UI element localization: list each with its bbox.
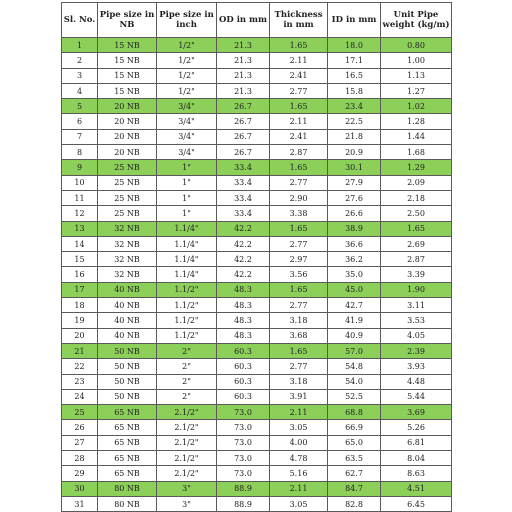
cell-od-mm: 88.9	[217, 481, 270, 496]
cell-pipe-size-nb: 40 NB	[98, 282, 157, 297]
cell-unit-weight: 6.81	[381, 435, 452, 450]
table-row	[62, 282, 452, 297]
cell-sl-no: 16	[62, 267, 98, 282]
cell-od-mm: 21.3	[217, 68, 270, 83]
cell-unit-weight: 1.02	[381, 99, 452, 114]
cell-od-mm: 73.0	[217, 435, 270, 450]
cell-unit-weight: 3.93	[381, 359, 452, 374]
cell-pipe-size-nb: 65 NB	[98, 466, 157, 481]
header-pipe-size-nb: Pipe size in NB	[98, 3, 157, 38]
header-od-mm: OD in mm	[217, 3, 270, 38]
table-row	[62, 496, 452, 511]
cell-pipe-size-nb: 65 NB	[98, 435, 157, 450]
cell-unit-weight: 3.11	[381, 298, 452, 313]
cell-sl-no: 20	[62, 328, 98, 343]
cell-pipe-size-inch: 2.1/2"	[157, 466, 217, 481]
cell-sl-no: 31	[62, 496, 98, 511]
cell-pipe-size-inch: 2.1/2"	[157, 405, 217, 420]
cell-pipe-size-inch: 2"	[157, 374, 217, 389]
table-row	[62, 267, 452, 282]
cell-od-mm: 60.3	[217, 389, 270, 404]
cell-unit-weight: 8.63	[381, 466, 452, 481]
table-row	[62, 343, 452, 358]
cell-sl-no: 25	[62, 405, 98, 420]
cell-thickness-mm: 4.00	[270, 435, 328, 450]
cell-id-mm: 36.2	[328, 252, 381, 267]
table-row	[62, 129, 452, 144]
cell-unit-weight: 1.65	[381, 221, 452, 236]
header-unit-weight: Unit Pipe weight (kg/m)	[381, 3, 452, 38]
table-row	[62, 221, 452, 236]
cell-unit-weight: 2.87	[381, 252, 452, 267]
cell-id-mm: 22.5	[328, 114, 381, 129]
cell-sl-no: 12	[62, 206, 98, 221]
cell-pipe-size-inch: 3"	[157, 481, 217, 496]
cell-unit-weight: 5.26	[381, 420, 452, 435]
cell-thickness-mm: 2.87	[270, 145, 328, 160]
cell-unit-weight: 1.44	[381, 129, 452, 144]
cell-id-mm: 82.8	[328, 496, 381, 511]
cell-id-mm: 65.0	[328, 435, 381, 450]
cell-pipe-size-nb: 65 NB	[98, 420, 157, 435]
cell-pipe-size-inch: 2"	[157, 389, 217, 404]
cell-thickness-mm: 2.77	[270, 175, 328, 190]
cell-pipe-size-nb: 32 NB	[98, 221, 157, 236]
cell-pipe-size-inch: 2.1/2"	[157, 435, 217, 450]
header-pipe-size-inch: Pipe size in inch	[157, 3, 217, 38]
cell-id-mm: 42.7	[328, 298, 381, 313]
cell-od-mm: 21.3	[217, 53, 270, 68]
cell-pipe-size-inch: 1.1/2"	[157, 328, 217, 343]
cell-unit-weight: 4.51	[381, 481, 452, 496]
cell-thickness-mm: 2.77	[270, 83, 328, 98]
cell-sl-no: 5	[62, 99, 98, 114]
cell-pipe-size-nb: 25 NB	[98, 175, 157, 190]
cell-sl-no: 11	[62, 190, 98, 205]
table-row	[62, 114, 452, 129]
cell-sl-no: 10	[62, 175, 98, 190]
cell-unit-weight: 4.48	[381, 374, 452, 389]
header-id-mm: ID in mm	[328, 3, 381, 38]
cell-unit-weight: 8.04	[381, 451, 452, 466]
cell-pipe-size-nb: 32 NB	[98, 267, 157, 282]
cell-pipe-size-inch: 3/4"	[157, 99, 217, 114]
cell-thickness-mm: 1.65	[270, 160, 328, 175]
cell-id-mm: 54.8	[328, 359, 381, 374]
cell-pipe-size-inch: 1"	[157, 190, 217, 205]
cell-id-mm: 52.5	[328, 389, 381, 404]
cell-od-mm: 26.7	[217, 114, 270, 129]
table-row	[62, 206, 452, 221]
cell-thickness-mm: 3.56	[270, 267, 328, 282]
cell-unit-weight: 1.13	[381, 68, 452, 83]
cell-thickness-mm: 2.11	[270, 405, 328, 420]
cell-od-mm: 73.0	[217, 466, 270, 481]
cell-sl-no: 21	[62, 343, 98, 358]
cell-sl-no: 15	[62, 252, 98, 267]
cell-pipe-size-inch: 1"	[157, 206, 217, 221]
cell-thickness-mm: 1.65	[270, 343, 328, 358]
cell-id-mm: 18.0	[328, 38, 381, 53]
cell-pipe-size-nb: 20 NB	[98, 99, 157, 114]
cell-pipe-size-nb: 40 NB	[98, 313, 157, 328]
cell-thickness-mm: 3.38	[270, 206, 328, 221]
cell-id-mm: 17.1	[328, 53, 381, 68]
cell-thickness-mm: 3.05	[270, 420, 328, 435]
cell-pipe-size-nb: 80 NB	[98, 496, 157, 511]
cell-id-mm: 35.0	[328, 267, 381, 282]
cell-unit-weight: 3.69	[381, 405, 452, 420]
cell-pipe-size-nb: 20 NB	[98, 145, 157, 160]
cell-od-mm: 48.3	[217, 328, 270, 343]
cell-pipe-size-inch: 3/4"	[157, 129, 217, 144]
cell-od-mm: 60.3	[217, 343, 270, 358]
cell-od-mm: 48.3	[217, 282, 270, 297]
cell-sl-no: 8	[62, 145, 98, 160]
cell-od-mm: 73.0	[217, 420, 270, 435]
cell-thickness-mm: 1.65	[270, 99, 328, 114]
cell-sl-no: 22	[62, 359, 98, 374]
cell-pipe-size-nb: 15 NB	[98, 68, 157, 83]
table-row	[62, 190, 452, 205]
cell-sl-no: 23	[62, 374, 98, 389]
cell-pipe-size-inch: 1.1/4"	[157, 252, 217, 267]
cell-id-mm: 40.9	[328, 328, 381, 343]
cell-sl-no: 26	[62, 420, 98, 435]
cell-unit-weight: 1.28	[381, 114, 452, 129]
table-row	[62, 252, 452, 267]
cell-pipe-size-inch: 1.1/2"	[157, 282, 217, 297]
cell-pipe-size-nb: 50 NB	[98, 374, 157, 389]
cell-od-mm: 73.0	[217, 451, 270, 466]
cell-unit-weight: 5.44	[381, 389, 452, 404]
cell-od-mm: 26.7	[217, 99, 270, 114]
cell-pipe-size-inch: 1.1/4"	[157, 221, 217, 236]
cell-thickness-mm: 3.18	[270, 313, 328, 328]
table-row	[62, 236, 452, 251]
cell-pipe-size-nb: 65 NB	[98, 405, 157, 420]
cell-od-mm: 42.2	[217, 236, 270, 251]
cell-pipe-size-nb: 50 NB	[98, 389, 157, 404]
cell-thickness-mm: 2.11	[270, 114, 328, 129]
table-row	[62, 405, 452, 420]
cell-od-mm: 88.9	[217, 496, 270, 511]
cell-id-mm: 84.7	[328, 481, 381, 496]
cell-pipe-size-inch: 2"	[157, 359, 217, 374]
cell-thickness-mm: 5.16	[270, 466, 328, 481]
cell-unit-weight: 4.05	[381, 328, 452, 343]
cell-sl-no: 1	[62, 38, 98, 53]
table-row	[62, 359, 452, 374]
cell-id-mm: 26.6	[328, 206, 381, 221]
cell-id-mm: 41.9	[328, 313, 381, 328]
table-row	[62, 374, 452, 389]
cell-pipe-size-nb: 25 NB	[98, 160, 157, 175]
cell-unit-weight: 1.27	[381, 83, 452, 98]
cell-pipe-size-nb: 50 NB	[98, 343, 157, 358]
cell-od-mm: 42.2	[217, 267, 270, 282]
cell-sl-no: 3	[62, 68, 98, 83]
cell-unit-weight: 2.18	[381, 190, 452, 205]
cell-thickness-mm: 3.18	[270, 374, 328, 389]
cell-od-mm: 33.4	[217, 175, 270, 190]
cell-pipe-size-inch: 2.1/2"	[157, 451, 217, 466]
cell-pipe-size-nb: 20 NB	[98, 114, 157, 129]
cell-pipe-size-nb: 40 NB	[98, 298, 157, 313]
table-header	[62, 3, 452, 38]
cell-id-mm: 30.1	[328, 160, 381, 175]
cell-pipe-size-inch: 3/4"	[157, 145, 217, 160]
cell-pipe-size-inch: 1"	[157, 160, 217, 175]
cell-thickness-mm: 3.91	[270, 389, 328, 404]
cell-thickness-mm: 2.11	[270, 53, 328, 68]
cell-sl-no: 28	[62, 451, 98, 466]
cell-sl-no: 2	[62, 53, 98, 68]
table-body	[62, 38, 452, 512]
cell-thickness-mm: 2.41	[270, 68, 328, 83]
cell-id-mm: 68.8	[328, 405, 381, 420]
table-row	[62, 175, 452, 190]
cell-pipe-size-nb: 32 NB	[98, 236, 157, 251]
cell-sl-no: 18	[62, 298, 98, 313]
cell-thickness-mm: 3.68	[270, 328, 328, 343]
cell-pipe-size-nb: 25 NB	[98, 206, 157, 221]
cell-pipe-size-inch: 3"	[157, 496, 217, 511]
cell-pipe-size-nb: 40 NB	[98, 328, 157, 343]
table-row	[62, 298, 452, 313]
cell-pipe-size-inch: 3/4"	[157, 114, 217, 129]
cell-thickness-mm: 3.05	[270, 496, 328, 511]
table-row	[62, 328, 452, 343]
table-row	[62, 83, 452, 98]
cell-od-mm: 60.3	[217, 374, 270, 389]
cell-od-mm: 21.3	[217, 38, 270, 53]
cell-unit-weight: 1.68	[381, 145, 452, 160]
cell-od-mm: 48.3	[217, 298, 270, 313]
cell-id-mm: 16.5	[328, 68, 381, 83]
cell-id-mm: 21.8	[328, 129, 381, 144]
cell-pipe-size-nb: 20 NB	[98, 129, 157, 144]
cell-sl-no: 9	[62, 160, 98, 175]
cell-thickness-mm: 2.90	[270, 190, 328, 205]
cell-thickness-mm: 1.65	[270, 38, 328, 53]
cell-unit-weight: 2.39	[381, 343, 452, 358]
cell-sl-no: 17	[62, 282, 98, 297]
cell-id-mm: 66.9	[328, 420, 381, 435]
cell-thickness-mm: 2.77	[270, 236, 328, 251]
table-row	[62, 481, 452, 496]
cell-od-mm: 21.3	[217, 83, 270, 98]
cell-sl-no: 27	[62, 435, 98, 450]
cell-unit-weight: 0.80	[381, 38, 452, 53]
cell-pipe-size-nb: 65 NB	[98, 451, 157, 466]
cell-thickness-mm: 1.65	[270, 282, 328, 297]
cell-pipe-size-inch: 2.1/2"	[157, 420, 217, 435]
table-row	[62, 38, 452, 53]
cell-pipe-size-inch: 1.1/4"	[157, 236, 217, 251]
cell-sl-no: 29	[62, 466, 98, 481]
cell-unit-weight: 1.00	[381, 53, 452, 68]
cell-sl-no: 4	[62, 83, 98, 98]
cell-sl-no: 14	[62, 236, 98, 251]
cell-unit-weight: 1.29	[381, 160, 452, 175]
cell-id-mm: 62.7	[328, 466, 381, 481]
cell-sl-no: 30	[62, 481, 98, 496]
table-row	[62, 420, 452, 435]
cell-id-mm: 57.0	[328, 343, 381, 358]
cell-sl-no: 6	[62, 114, 98, 129]
cell-unit-weight: 3.39	[381, 267, 452, 282]
cell-pipe-size-nb: 80 NB	[98, 481, 157, 496]
cell-unit-weight: 2.09	[381, 175, 452, 190]
cell-sl-no: 19	[62, 313, 98, 328]
cell-id-mm: 27.6	[328, 190, 381, 205]
cell-pipe-size-nb: 15 NB	[98, 38, 157, 53]
cell-pipe-size-inch: 1.1/2"	[157, 298, 217, 313]
table-row	[62, 53, 452, 68]
pipe-size-table	[61, 2, 452, 512]
table-row	[62, 435, 452, 450]
cell-od-mm: 42.2	[217, 252, 270, 267]
cell-pipe-size-inch: 2"	[157, 343, 217, 358]
header-thickness-mm: Thickness in mm	[270, 3, 328, 38]
table-row	[62, 145, 452, 160]
cell-pipe-size-nb: 32 NB	[98, 252, 157, 267]
cell-od-mm: 42.2	[217, 221, 270, 236]
cell-pipe-size-nb: 50 NB	[98, 359, 157, 374]
cell-id-mm: 38.9	[328, 221, 381, 236]
cell-unit-weight: 3.53	[381, 313, 452, 328]
cell-pipe-size-inch: 1/2"	[157, 53, 217, 68]
cell-pipe-size-nb: 15 NB	[98, 83, 157, 98]
cell-od-mm: 33.4	[217, 160, 270, 175]
cell-pipe-size-inch: 1/2"	[157, 83, 217, 98]
cell-pipe-size-inch: 1.1/4"	[157, 267, 217, 282]
header-sl-no: Sl. No.	[62, 3, 98, 38]
cell-od-mm: 26.7	[217, 129, 270, 144]
cell-pipe-size-nb: 15 NB	[98, 53, 157, 68]
table-row	[62, 466, 452, 481]
cell-id-mm: 27.9	[328, 175, 381, 190]
cell-pipe-size-nb: 25 NB	[98, 190, 157, 205]
cell-od-mm: 33.4	[217, 190, 270, 205]
cell-od-mm: 73.0	[217, 405, 270, 420]
header-row	[62, 3, 452, 38]
cell-thickness-mm: 4.78	[270, 451, 328, 466]
table-row	[62, 68, 452, 83]
cell-od-mm: 48.3	[217, 313, 270, 328]
table-row	[62, 160, 452, 175]
cell-thickness-mm: 1.65	[270, 221, 328, 236]
table-row	[62, 451, 452, 466]
table-row	[62, 313, 452, 328]
cell-od-mm: 33.4	[217, 206, 270, 221]
cell-thickness-mm: 2.41	[270, 129, 328, 144]
cell-id-mm: 23.4	[328, 99, 381, 114]
cell-thickness-mm: 2.77	[270, 359, 328, 374]
cell-pipe-size-inch: 1/2"	[157, 38, 217, 53]
cell-thickness-mm: 2.77	[270, 298, 328, 313]
cell-id-mm: 54.0	[328, 374, 381, 389]
cell-id-mm: 63.5	[328, 451, 381, 466]
cell-thickness-mm: 2.97	[270, 252, 328, 267]
table-row	[62, 389, 452, 404]
cell-od-mm: 60.3	[217, 359, 270, 374]
cell-pipe-size-inch: 1"	[157, 175, 217, 190]
cell-pipe-size-inch: 1/2"	[157, 68, 217, 83]
cell-id-mm: 15.8	[328, 83, 381, 98]
cell-unit-weight: 1.90	[381, 282, 452, 297]
cell-thickness-mm: 2.11	[270, 481, 328, 496]
cell-id-mm: 36.6	[328, 236, 381, 251]
cell-id-mm: 20.9	[328, 145, 381, 160]
cell-unit-weight: 2.69	[381, 236, 452, 251]
cell-id-mm: 45.0	[328, 282, 381, 297]
table-row	[62, 99, 452, 114]
cell-sl-no: 24	[62, 389, 98, 404]
cell-pipe-size-inch: 1.1/2"	[157, 313, 217, 328]
cell-unit-weight: 6.45	[381, 496, 452, 511]
cell-sl-no: 7	[62, 129, 98, 144]
cell-unit-weight: 2.50	[381, 206, 452, 221]
cell-sl-no: 13	[62, 221, 98, 236]
cell-od-mm: 26.7	[217, 145, 270, 160]
